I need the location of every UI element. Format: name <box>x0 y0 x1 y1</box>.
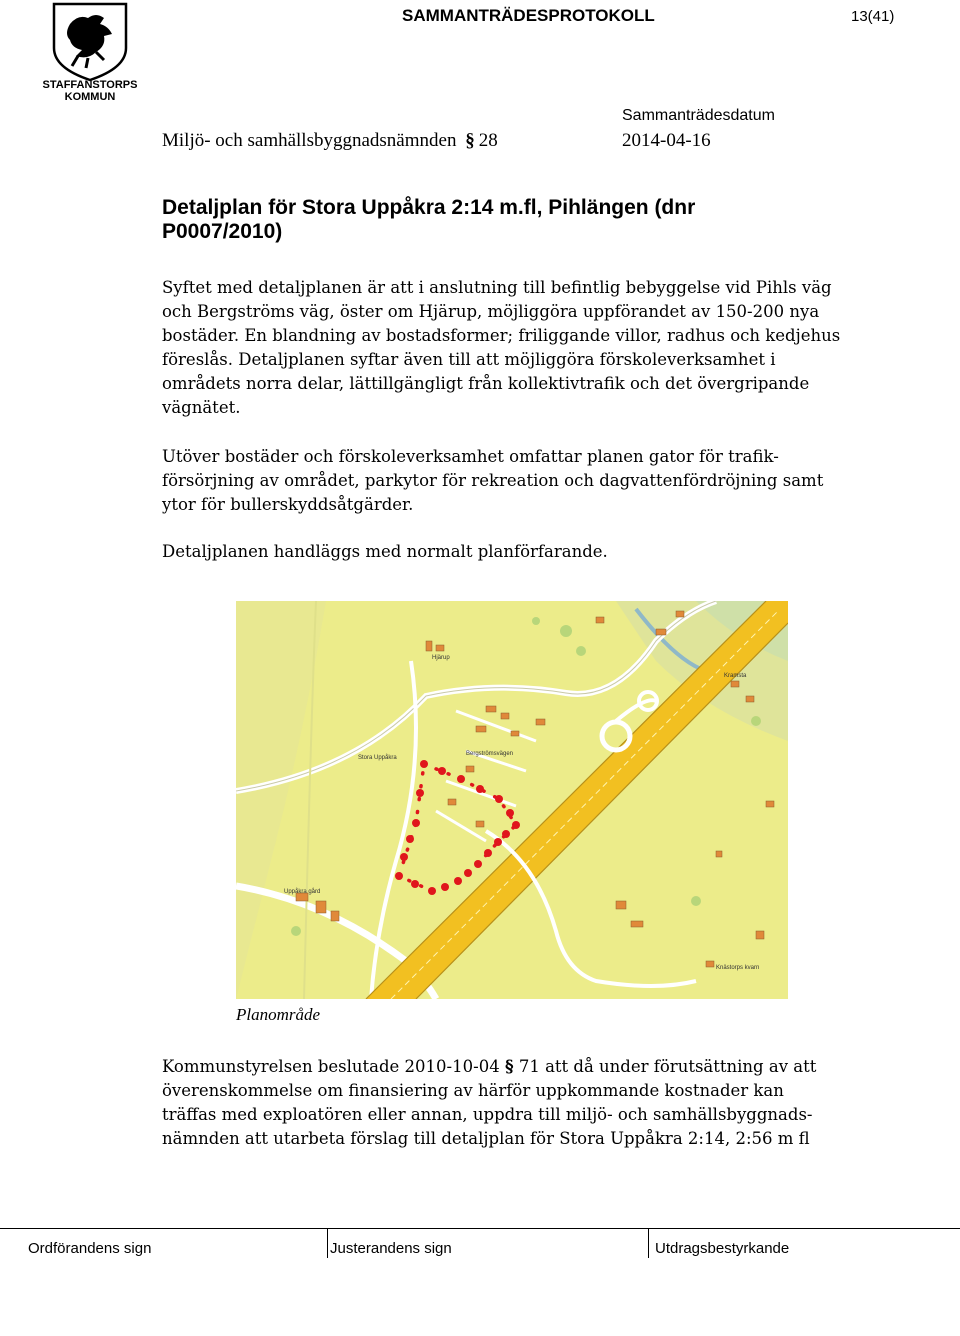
footer-separator <box>648 1228 649 1258</box>
meeting-date: 2014-04-16 <box>622 130 711 151</box>
paragraph-scope <box>162 445 852 517</box>
map-label-north: Hjärup <box>432 655 450 661</box>
committee-name: Miljö- och samhällsbyggnadsnämnden <box>162 130 457 151</box>
text-line: föreslås. Detaljplanen syftar även till att möjliggöra förskoleverksamhet i <box>162 350 776 369</box>
text-line: överenskommelse om finansiering av härför uppkommande kostnader kan <box>162 1081 784 1100</box>
decision-text: 71 att då under förutsättning av att <box>518 1057 817 1076</box>
paragraph-number: 28 <box>478 130 498 151</box>
extract-certification-label: Utdragsbestyrkande <box>655 1240 790 1257</box>
section-heading <box>162 196 802 244</box>
paragraph-symbol: § <box>504 1057 514 1076</box>
text-line: träffas med exploatören eller annan, uppdra till miljö- och samhällsbyggnads- <box>162 1105 813 1124</box>
map-label-center: Stora Uppåkra <box>358 755 397 761</box>
text-line: Utöver bostäder och förskoleverksamhet omfattar planen gator för trafik- <box>162 447 779 466</box>
map-image <box>236 601 788 999</box>
heading-line: Detaljplan för Stora Uppåkra 2:14 m.fl, Pihlängen (dnr <box>162 196 696 219</box>
text-line: försörjning av området, parkytor för rekreation och dagvattenfördröjning samt <box>162 471 824 490</box>
text-line: nämnden att utarbeta förslag till detaljplan för Stora Uppåkra 2:14, 2:56 m fl <box>162 1129 810 1148</box>
text-line <box>162 1055 852 1079</box>
adjuster-signature-label: Justerandens sign <box>330 1240 452 1257</box>
text-line: områdets norra delar, lättillgängligt från kollektivtrafik och det övergripande <box>162 374 810 393</box>
paragraph-decision <box>162 1055 852 1151</box>
meeting-date-label: Sammanträdesdatum <box>622 107 775 124</box>
paragraph-procedure: Detaljplanen handläggs med normalt planförfarande. <box>162 542 608 561</box>
map-label-plan: Bergströmsvägen <box>466 751 514 757</box>
text-line: Syftet med detaljplanen är att i anslutning till befintlig bebyggelse vid Pihls väg <box>162 278 832 297</box>
text-line: bostäder. En blandning av bostadsformer; friliggande villor, radhus och kedjehus <box>162 326 841 345</box>
logo-line1: STAFFANSTORPS <box>42 79 138 91</box>
griffin-shield-icon <box>34 2 146 102</box>
paragraph-purpose <box>162 276 852 420</box>
text-line: och Bergströms väg, öster om Hjärup, möjliggöra uppförandet av 150-200 nya <box>162 302 820 321</box>
plan-area-map <box>236 601 788 999</box>
map-caption: Planområde <box>236 1005 321 1024</box>
map-label-east: Kramsta <box>724 673 747 679</box>
footer-separator <box>327 1228 328 1258</box>
map-label-southeast: Knästorps kvarn <box>716 965 760 971</box>
decision-text: Kommunstyrelsen beslutade 2010-10-04 <box>162 1057 500 1076</box>
text-line: vägnätet. <box>162 398 241 417</box>
document-title: SAMMANTRÄDESPROTOKOLL <box>402 6 655 25</box>
chair-signature-label: Ordförandens sign <box>28 1240 152 1257</box>
map-label-southwest: Uppåkra gård <box>284 889 321 895</box>
committee-line <box>162 130 498 152</box>
text-line: ytor för bullerskyddsåtgärder. <box>162 495 414 514</box>
logo-line2: KOMMUN <box>64 91 116 102</box>
page-number: 13(41) <box>851 8 895 25</box>
paragraph-symbol: § <box>465 130 475 151</box>
footer-divider <box>0 1228 960 1229</box>
heading-line: P0007/2010) <box>162 220 283 243</box>
municipality-logo <box>34 2 146 102</box>
